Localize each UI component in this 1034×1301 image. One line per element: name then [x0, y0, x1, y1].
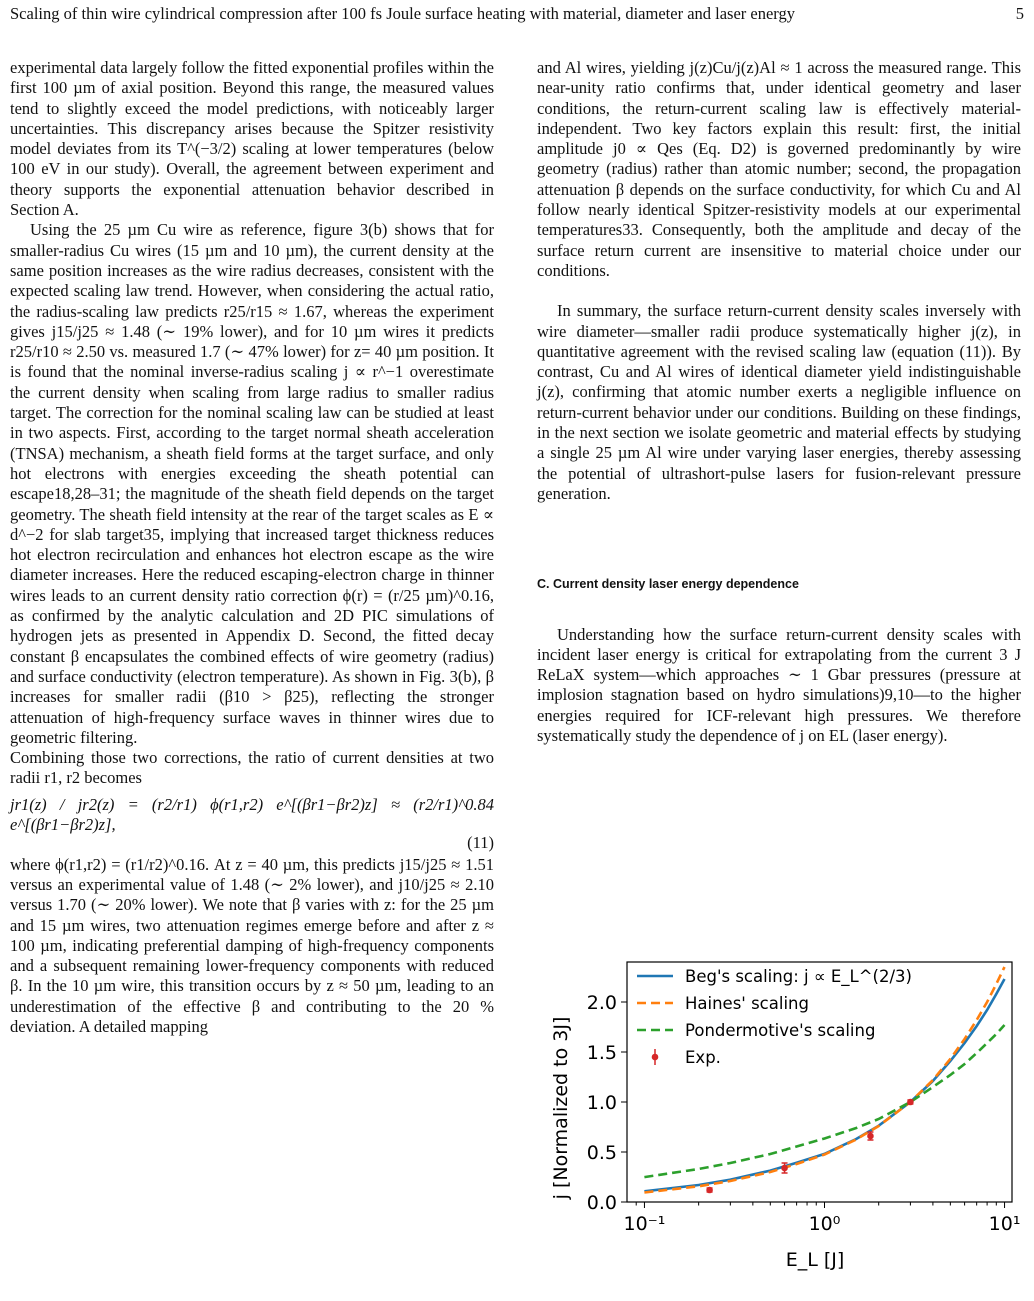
legend-label: Exp. [685, 1048, 721, 1067]
x-axis-label: E_L [J] [785, 1249, 845, 1271]
paragraph: Understanding how the surface return-current density scales with incident laser energy is critical for extrapolating from the current 3 J ReLaX system—which approaches ∼ 1 Gbar pressures (pressure at implosion stagnation based on hydro simulations)9,10—to the higher energies required for ICF-relevant high pressures. We therefore systematically study the dependence of j on EL (laser energy). [537, 624, 1021, 746]
paragraph: and Al wires, yielding j(z)Cu/j(z)Al ≈ 1 across the measured range. This near-unity ratio confirms that, under identical geometry and laser conditions, the return-current scaling law is effectively material-independent. Two key factors explain this result: first, the initial amplitude j0 ∝ Qes (Eq. D2) is governed predominantly by wire geometry (radius) rather than atomic number; second, the propagation attenuation β depends on the surface conductivity, for which Cu and Al follow nearly identical Spitzer-resistivity models at our experimental temperatures33. Consequently, both the amplitude and decay of the surface return current are insensitive to material choice under our conditions. [537, 58, 1021, 280]
paragraph: experimental data largely follow the fitted exponential profiles within the first 100 µm of axial position. Beyond this range, the measured values tend to slightly exceed the model predictions, with noticeably larger uncertainties. This discrepancy arises because the Spitzer resistivity model deviates from its T^(−3/2) scaling at lower temperatures (below 100 eV in our study). Overall, the agreement between experiment and theory supports the exponential attenuation behavior described in Section A. [10, 58, 495, 220]
left-column [10, 58, 494, 1037]
figure-energy-scaling [537, 946, 1027, 1276]
legend-label: Pondermotive's scaling [685, 1021, 876, 1040]
data-point [907, 1099, 914, 1106]
y-tick-label: 2.0 [586, 992, 617, 1014]
right-column [537, 58, 1021, 746]
paragraph: Combining those two corrections, the ratio of current densities at two radii r1, r2 becomes [10, 748, 494, 788]
legend-label: Haines' scaling [685, 994, 809, 1013]
legend-swatch [652, 1054, 659, 1061]
data-point [706, 1187, 713, 1194]
energy-scaling-chart [537, 946, 1027, 1276]
chart-legend [637, 967, 912, 1067]
paragraph: Using the 25 µm Cu wire as reference, figure 3(b) shows that for smaller-radius Cu wires (15 µm and 10 µm), the current density at the same position increases as the wire radius decreases, consistent with the expected scaling law trend. However, when considering the actual ratio, the radius-scaling law predicts r25/r15 ≈ 1.67, whereas the experiment gives j15/j25 ≈ 1.48 (∼ 19% lower), and for 10 µm wires it predicts r25/r10 ≈ 2.50 vs. measured 1.7 (∼ 47% lower) for z= 40 µm position. It is found that the nominal inverse-radius scaling j ∝ r^−1 overestimate the current density when scaling from large radius to smaller radius target. The correction for the nominal scaling law can be studied at least in two aspects. First, according to the target normal sheath acceleration (TNSA) mechanism, a sheath field forms at the target surface, and only hot electrons with energies exceeding the sheath potential can escape18,28–31; the magnitude of the sheath field depends on the target geometry. The sheath field intensity at the rear of the target scales as E ∝ d^−2 for slab target35, implying that increased target thickness reduces hot electron recirculation and enhances hot electron escape as the wire diameter increases. Here the reduced escaping-electron charge in thinner wires leads to an current density ratio correction ϕ(r) = (r/25 µm)^0.16, as confirmed by the analytic calculation and 2D PIC simulations of hydrogen jets as presented in Appendix D. Second, the fitted decay constant β encapsulates the combined effects of wire geometry (radius) and surface conductivity (electron temperature). As shown in Fig. 3(b), β increases for smaller radii (β10 > β25), reflecting the stronger attenuation of high-frequency surface waves in thinner wires due to geometric filtering. [10, 220, 494, 747]
paragraph: where ϕ(r1,r2) = (r1/r2)^0.16. At z = 40 µm, this predicts j15/j25 ≈ 1.51 versus an experimental value of 1.48 (∼ 2% lower), and j10/j25 ≈ 2.10 versus 1.70 (∼ 20% lower). We note that β varies with z: for the 25 µm and 15 µm wires, two attenuation regimes emerge before and after z ≈ 100 µm, indicating preferential damping of high-frequency components and a subsequent remaining lower-frequency components with reduced β. In the 10 µm wire, this transition occurs by z ≈ 50 µm, leading to an underestimation of the effective β and contributing to the 20 % deviation. A detailed mapping [10, 854, 494, 1037]
equation-body: jr1(z) / jr2(z) = (r2/r1) ϕ(r1,r2) e^[(βr1−βr2)z] ≈ (r2/r1)^0.84 e^[(βr1−βr2)z], [10, 794, 494, 834]
equation-number: (11) [467, 832, 494, 852]
x-tick-label: 10⁻¹ [623, 1213, 666, 1235]
y-tick-label: 0.0 [586, 1192, 617, 1214]
running-title: Scaling of thin wire cylindrical compression after 100 fs Joule surface heating with material, diameter and laser energy [10, 4, 796, 23]
paragraph: In summary, the surface return-current density scales inversely with wire diameter—smaller radii produce systematically higher j(z), in quantitative agreement with the revised scaling law (equation (11)). By contrast, Cu and Al wires of identical diameter yield indistinguishable j(z), confirming that atomic number exerts a negligible influence on return-current behavior under our conditions. Building on these findings, in the next section we isolate geometric and material effects by studying a single 25 µm Al wire under varying laser energies, thereby assessing the potential of ultrashort-pulse lasers for fusion-relevant pressure generation. [537, 301, 1021, 503]
x-tick-label: 10⁰ [808, 1213, 841, 1235]
data-point [781, 1165, 788, 1172]
data-point [867, 1133, 874, 1140]
equation-11 [10, 795, 494, 853]
y-tick-label: 0.5 [586, 1142, 617, 1164]
y-tick-label: 1.5 [586, 1042, 617, 1064]
section-heading: C. Current density laser energy dependence [537, 577, 799, 592]
x-tick-label: 10¹ [988, 1213, 1021, 1235]
y-tick-label: 1.0 [586, 1092, 617, 1114]
page-number: 5 [1015, 4, 1024, 23]
running-header [10, 4, 1024, 30]
y-axis-label: j [Normalized to 3J] [550, 1016, 572, 1200]
legend-label: Beg's scaling: j ∝ E_L^(2/3) [685, 967, 912, 986]
